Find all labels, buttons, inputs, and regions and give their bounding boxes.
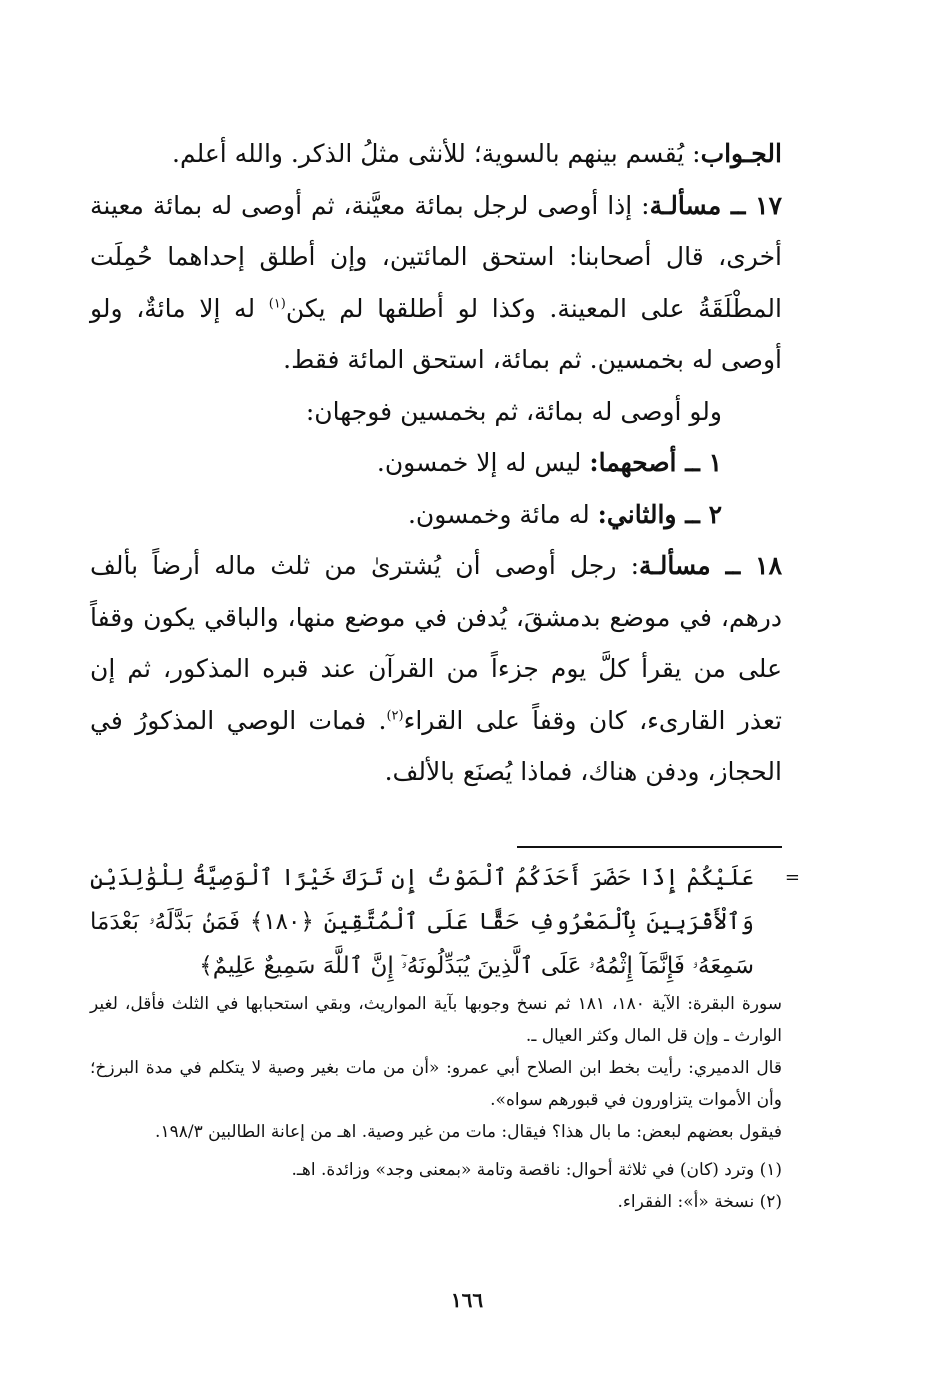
footnote-2: (٢) نسخة «أ»: الفقراء. [617, 1192, 782, 1212]
question-17-variant: ولو أوصى له بمائة، ثم بخمسين فوجهان: [305, 396, 722, 426]
baad-note: فيقول بعضهم لبعض: ما بال هذا؟ فيقال: مات من غير وصية. اهـ من إعانة الطالبين ١٩٨/٣. [155, 1122, 782, 1142]
footnote-1: (١) وترد (كان) في ثلاثة أحوال: ناقصة وتامة «بمعنى وجد» وزائدة. اهـ. [291, 1160, 782, 1180]
option-2 [90, 489, 782, 541]
question-18-text-end: . فمات الوصي المذكورُ في الحجاز، ودفن هناك، فماذا يُصنَع بالألف. [90, 705, 782, 786]
option-1 [90, 437, 782, 489]
question-17-label: ١٧ ــ مسألـة [649, 190, 782, 220]
footnotes-section [90, 856, 800, 1218]
answer-paragraph [90, 128, 782, 180]
damiri-note: قال الدميري: رأيت بخط ابن الصلاح أبي عمرو: «أن من مات بغير وصية لا يتكلم في مدة البرزخ؛ وأن الأموات يتزاورون في قبورهم سواه». [90, 1058, 782, 1110]
option-2-text: له مائة وخمسون. [407, 499, 598, 529]
question-17-text-end: له إلا مائةٌ، ولو أوصى له بخمسين. ثم بمائة، استحق المائة فقط. [90, 293, 782, 374]
option-1-text: ليس له إلا خمسون. [376, 448, 590, 477]
page-number: ١٦٦ [450, 1288, 484, 1312]
option-1-label: ١ ــ أصحهما: [589, 448, 722, 477]
footnote-ref-2[interactable]: (٢) [386, 708, 404, 724]
answer-label: الجـواب [700, 139, 782, 168]
main-text [90, 128, 782, 798]
question-18-text: : رجل أوصى أن يُشترىٰ من ثلث ماله أرضاً بألف درهم، في موضع بدمشقَ، يُدفن في موضع منها، والباقي يكون وقفاً على من يقرأ كلَّ يوم جزءاً من القرآن عند قبره المذكور، ثم إن تعذر القارىء، كان وقفاً على القراء [90, 551, 783, 735]
question-17-paragraph [90, 180, 782, 386]
option-2-label: ٢ ــ والثاني: [597, 499, 722, 529]
footnote-separator [517, 846, 782, 848]
answer-text: : يُقسم بينهم بالسوية؛ للأنثى مثلُ الذكر. والله أعلم. [172, 139, 701, 168]
continuation-mark: = [784, 867, 800, 888]
quran-verse: عَلَيْكُمْ إِذَا حَضَرَ أَحَدَكُمُ ٱلْمَوْتُ إِن تَرَكَ خَيْرًا ٱلْوَصِيَّةُ لِلْوَٰلِدَيْنِ وَٱلْأَقْرَبِينَ بِٱلْمَعْرُوفِ حَقًّا عَلَى ٱلْمُتَّقِينَ ﴿١٨٠﴾ فَمَنۢ بَدَّلَهُۥ بَعْدَمَا سَمِعَهُۥ فَإِنَّمَآ إِثْمُهُۥ عَلَى ٱلَّذِينَ يُبَدِّلُونَهُۥٓ إِنَّ ٱللَّهَ سَمِيعٌ عَلِيمٌ﴾ [90, 865, 755, 979]
question-18-label: ١٨ ــ مسألـة [639, 551, 782, 580]
question-18-paragraph [90, 540, 782, 798]
footnote-list [90, 1154, 782, 1218]
quran-verse-note [90, 856, 800, 988]
footnote-ref-1[interactable]: (١) [268, 296, 286, 312]
question-17-text: : إذا أوصى لرجل بمائة معيَّنة، ثم أوصى له بمائة معينة أخرى، قال أصحابنا: استحق المائتين، وإن أطلق إحداهما حُمِلَت المطْلَقَةُ على المعينة. وكذا لو أطلقها لم يكن [90, 190, 782, 323]
verse-reference-note: سورة البقرة: الآية ١٨٠، ١٨١ ثم نسخ وجوبها بآية المواريث، وبقي استحبابها في الثلث فأقل، لغير الوارث ـ وإن قل المال وكثر العيال ـ. [90, 994, 782, 1046]
